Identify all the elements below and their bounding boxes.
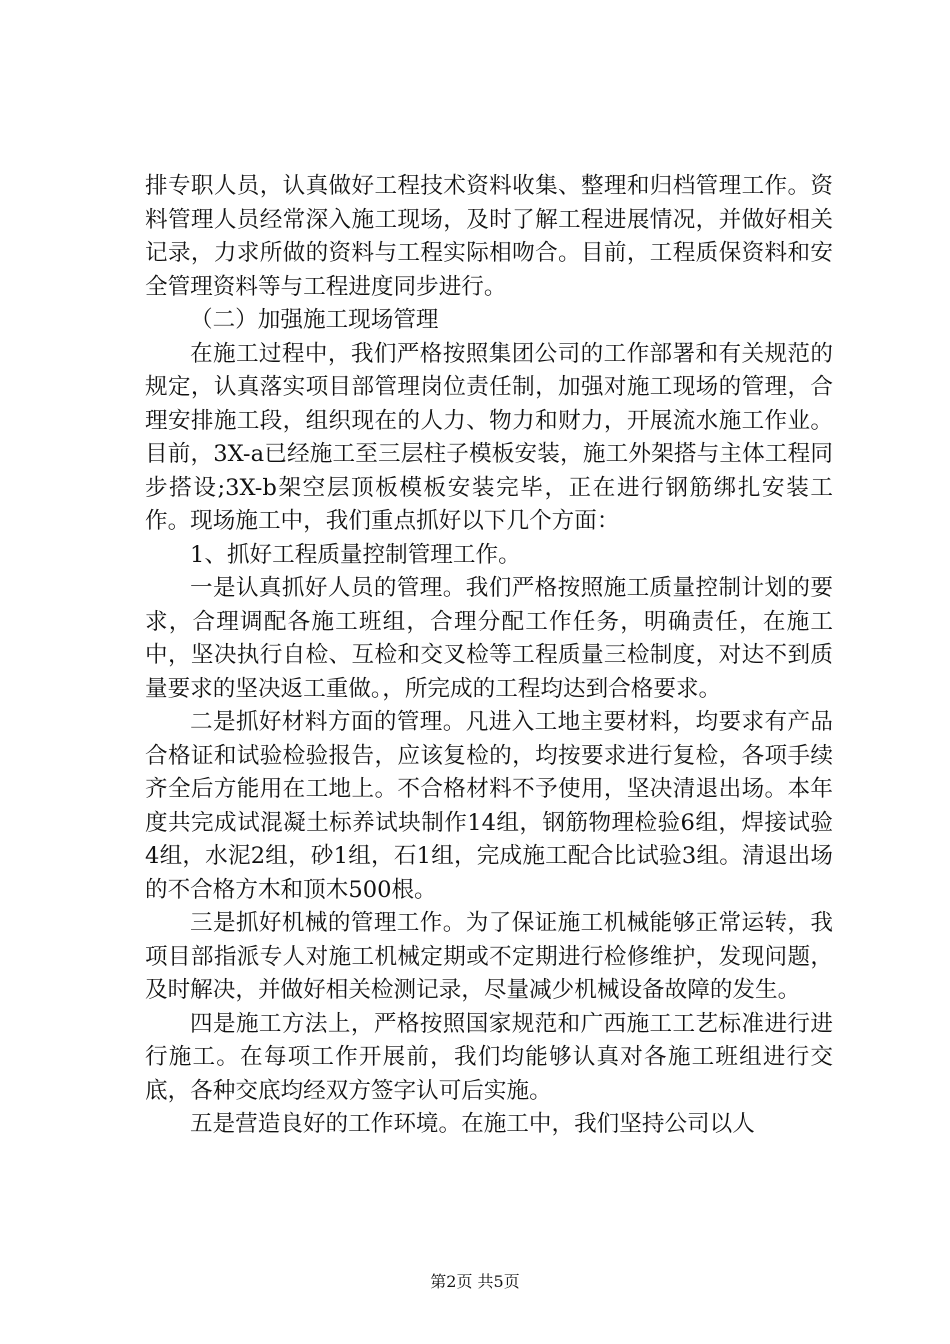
paragraph: 三是抓好机械的管理工作。为了保证施工机械能够正常运转，我项目部指派专人对施工机械定期或不定期进行检修维护，发现问题，及时解决，并做好相关检测记录，尽量减少机械设备故障的发生。: [145, 910, 833, 1003]
paragraph: 二是抓好材料方面的管理。凡进入工地主要材料，均要求有产品合格证和试验检验报告，应该复检的，均按要求进行复检，各项手续齐全后方能用在工地上。不合格材料不予使用，坚决清退出场。本年度共完成试混凝土标养试块制作14组，钢筋物理检验6组，焊接试验4组，水泥2组，砂1组，石1组，完成施工配合比试验3组。清退出场的不合格方木和顶木500根。: [145, 709, 833, 903]
paragraph: 在施工过程中，我们严格按照集团公司的工作部署和有关规范的规定，认真落实项目部管理岗位责任制，加强对施工现场的管理，合理安排施工段，组织现在的人力、物力和财力，开展流水施工作业。目前，3X-a已经施工至三层柱子模板安装，施工外架搭与主体工程同步搭设;3X-b架空层顶板模板安装完毕，正在进行钢筋绑扎安装工作。现场施工中，我们重点抓好以下几个方面：: [145, 340, 833, 534]
page-footer: 第2页 共5页: [430, 1272, 520, 1291]
paragraph-continuation: 排专职人员，认真做好工程技术资料收集、整理和归档管理工作。资料管理人员经常深入施工现场，及时了解工程进展情况，并做好相关记录，力求所做的资料与工程实际相吻合。目前，工程质保资料和安全管理资料等与工程进度同步进行。: [145, 173, 833, 300]
document-body: [145, 170, 833, 1142]
subsection-heading: 1、抓好工程质量控制管理工作。: [190, 541, 521, 568]
section-heading: （二）加强施工现场管理: [190, 307, 439, 333]
paragraph: 一是认真抓好人员的管理。我们严格按照施工质量控制计划的要求，合理调配各施工班组，合理分配工作任务，明确责任，在施工中，坚决执行自检、互检和交叉检等工程质量三检制度，对达不到质量要求的坚决返工重做。，所完成的工程均达到合格要求。: [145, 575, 833, 702]
paragraph: 五是营造良好的工作环境。在施工中，我们坚持公司以人: [190, 1111, 755, 1137]
paragraph: 四是施工方法上，严格按照国家规范和广西施工工艺标准进行进行施工。在每项工作开展前，我们均能够认真对各施工班组进行交底，各种交底均经双方签字认可后实施。: [145, 1010, 833, 1104]
